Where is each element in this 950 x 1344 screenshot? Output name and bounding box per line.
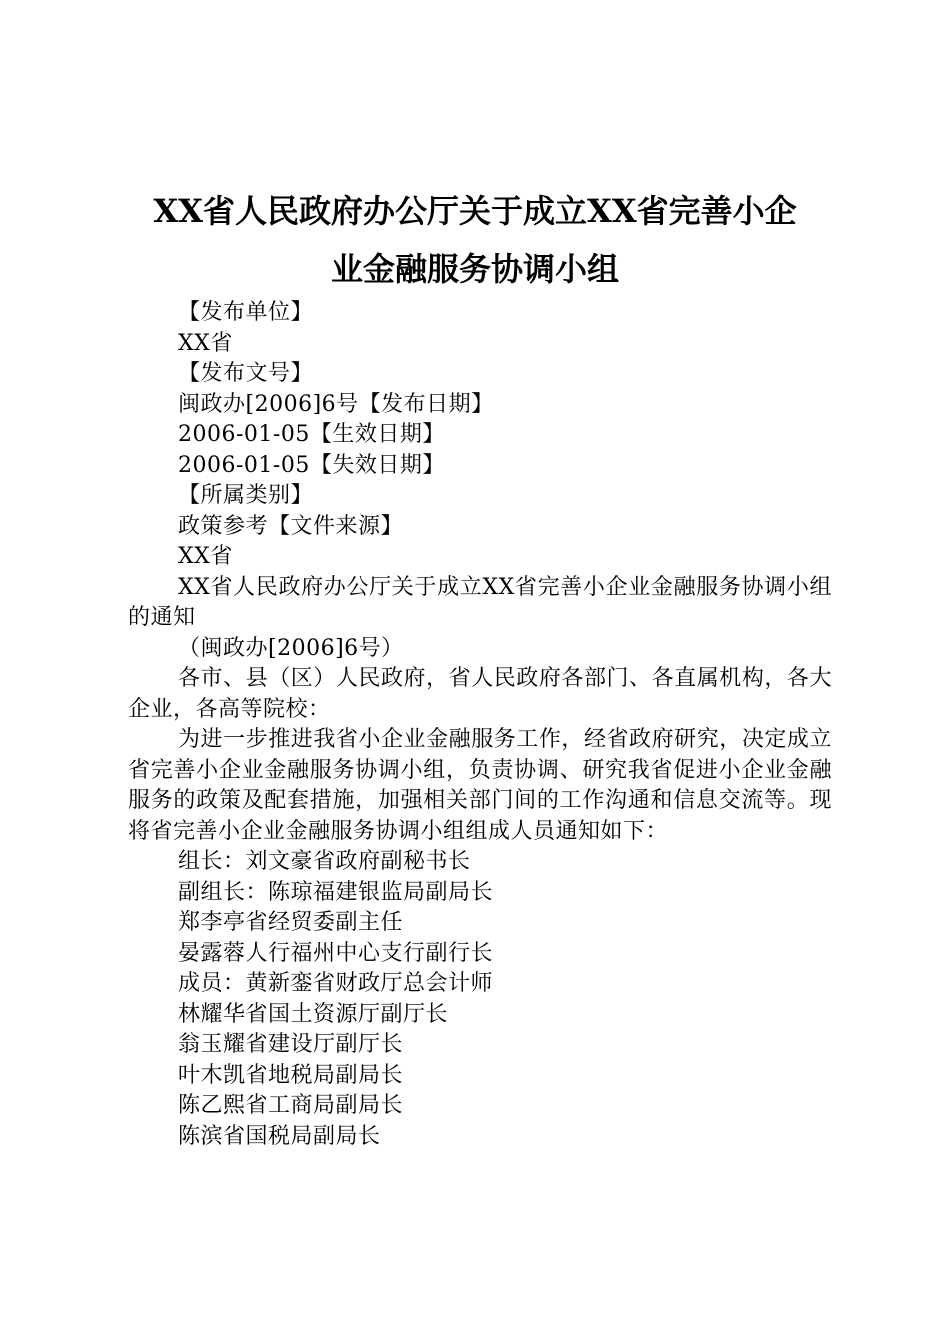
member-line: 成员：黄新銮省财政厅总会计师: [178, 971, 494, 996]
doc-number: （闽政办[2006]6号）: [178, 635, 404, 661]
member-line: 郑李亭省经贸委副主任: [178, 910, 404, 935]
member-line: 翁玉耀省建设厅副厅长: [178, 1032, 404, 1057]
title-line-1: XX省人民政府办公厅关于成立XX省完善小企: [153, 192, 797, 230]
meta-category-label: 【所属类别】: [178, 483, 314, 508]
meta-publisher-value: XX省: [178, 330, 233, 356]
meta-category-value: 政策参考【文件来源】: [178, 513, 404, 539]
document-body: [128, 298, 832, 1152]
member-line: 陈滨省国税局副局长: [178, 1123, 381, 1149]
meta-docnum-label: 【发布文号】: [178, 361, 314, 386]
meta-publisher-label: 【发布单位】: [178, 300, 314, 325]
member-line: 组长：刘文豪省政府副秘书长: [178, 849, 471, 874]
meta-publish-date: 2006-01-05【生效日期】: [178, 422, 445, 447]
meta-docnum-value: 闽政办[2006]6号【发布日期】: [178, 391, 494, 417]
body-paragraph: 为进一步推进我省小企业金融服务工作，经省政府研究，决定成立省完善小企业金融服务协调小组，负责协调、研究我省促进小企业金融服务的政策及配套措施，加强相关部门间的工作沟通和信息交流等。现将省完善小企业金融服务协调小组组成人员通知如下：: [128, 727, 832, 844]
member-line: 林耀华省国土资源厅副厅长: [178, 1001, 449, 1027]
meta-source-value: XX省: [178, 544, 233, 569]
title-line-2: 业金融服务协调小组: [330, 250, 619, 288]
notice-title: XX省人民政府办公厅关于成立XX省完善小企业金融服务协调小组的通知: [128, 574, 832, 630]
member-line: 叶木凯省地税局副局长: [178, 1062, 404, 1088]
member-line: 陈乙熙省工商局副局长: [178, 1093, 404, 1118]
addressee: 各市、县（区）人民政府，省人民政府各部门、各直属机构，各大企业，各高等院校：: [128, 666, 832, 722]
member-line: 副组长：陈琼福建银监局副局长: [178, 879, 494, 905]
document-title: [120, 182, 830, 298]
member-line: 晏露蓉人行福州中心支行副行长: [178, 940, 494, 966]
meta-effective-date: 2006-01-05【失效日期】: [178, 452, 445, 478]
